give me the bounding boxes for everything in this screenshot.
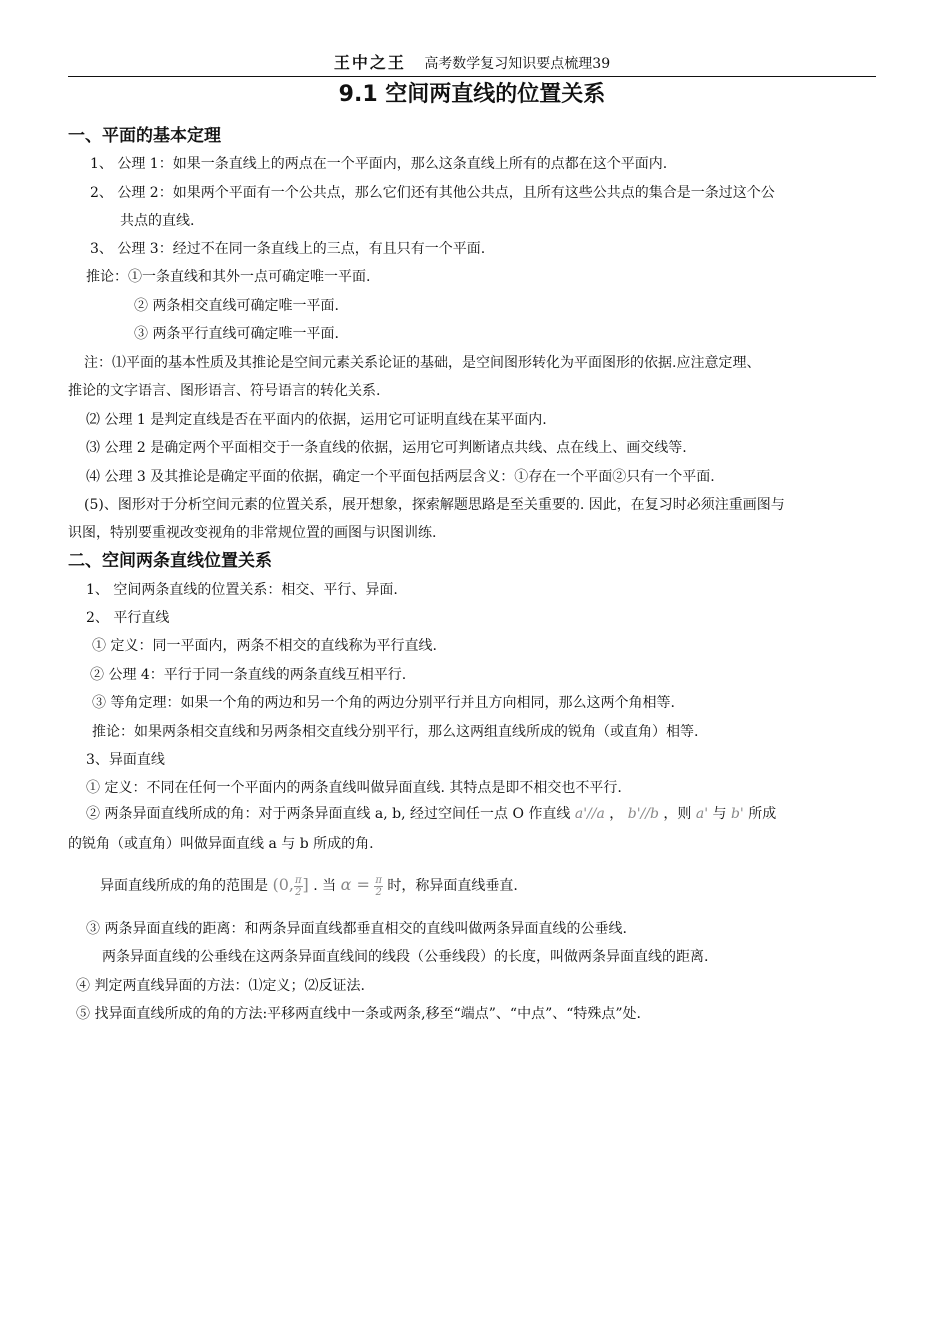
equal-angle-theorem: ③ 等角定理：如果一个角的两边和另一个角的两边分别平行并且方向相同，那么这两个角相等.	[92, 695, 675, 711]
end-text: 所成	[748, 806, 777, 822]
skew-angle-line-2: 的锐角（或直角）叫做异面直线 a 与 b 所成的角.	[68, 836, 374, 852]
header-subtitle: 高考数学复习知识要点梳理39	[424, 56, 611, 72]
and-text: 与	[712, 806, 727, 822]
then-text: ，则	[663, 806, 692, 822]
axiom-1: 1、 公理 1：如果一条直线上的两点在一个平面内，那么这条直线上所有的点都在这个平面内.	[90, 156, 668, 172]
perp-numerator: π	[375, 874, 382, 886]
skew-lines-heading: 3、异面直线	[86, 752, 165, 768]
formula-a-prime-parallel-a: a'//a	[574, 806, 605, 822]
find-angle-method: ⑤ 找异面直线所成的角的方法:平移两直线中一条或两条,移至“端点”、“中点”、“特殊点”处.	[76, 1006, 642, 1022]
note-1-line-2: 推论的文字语言、图形语言、符号语言的转化关系.	[68, 383, 381, 399]
range-open: (0,	[272, 875, 294, 894]
relation-types: 1、 空间两条直线的位置关系：相交、平行、异面.	[86, 582, 398, 598]
skew-definition: ① 定义：不同在任何一个平面内的两条直线叫做异面直线. 其特点是即不相交也不平行.	[86, 780, 622, 796]
parallel-lines-heading: 2、 平行直线	[86, 610, 170, 626]
range-close: ]	[302, 875, 309, 894]
equal-angle-corollary: 推论：如果两条相交直线和另两条相交直线分别平行，那么这两组直线所成的锐角（或直角）相等.	[92, 724, 699, 740]
note-1-line-1: 注：⑴平面的基本性质及其推论是空间元素关系论证的基础，是空间图形转化为平面图形的依据.应注意定理、	[84, 355, 761, 371]
note-5-line-1: (5)、图形对于分析空间元素的位置关系，展开想象，探索解题思路是至关重要的. 因此，在复习时必须注重画图与	[84, 497, 785, 513]
parallel-definition: ① 定义：同一平面内，两条不相交的直线称为平行直线.	[92, 638, 437, 654]
skew-angle-line-1	[86, 803, 776, 825]
axiom-4: ② 公理 4：平行于同一条直线的两条直线互相平行.	[90, 667, 407, 683]
range-text: 异面直线所成的角的范围是	[100, 878, 268, 894]
header-brand: 王中之王	[333, 53, 406, 72]
corollary-1: 推论：①一条直线和其外一点可确定唯一平面.	[86, 269, 371, 285]
axiom-3: 3、 公理 3：经过不在同一条直线上的三点，有且只有一个平面.	[90, 241, 486, 257]
perp-fraction	[374, 875, 383, 898]
note-2: ⑵ 公理 1 是判定直线是否在平面内的依据，运用它可证明直线在某平面内.	[86, 412, 547, 428]
page-title: 9.1 空间两直线的位置关系	[338, 82, 606, 107]
judge-method: ④ 判定两直线异面的方法：⑴定义；⑵反证法.	[76, 978, 365, 994]
note-5-line-2: 识图，特别要重视改变视角的非常规位置的画图与识图训练.	[68, 525, 437, 541]
axiom-2-line-2: 共点的直线.	[120, 213, 195, 229]
skew-angle-text: ② 两条异面直线所成的角：对于两条异面直线 a, b, 经过空间任一点 O 作直线	[86, 806, 571, 822]
note-4: ⑷ 公理 3 及其推论是确定平面的依据，确定一个平面包括两层含义：①存在一个平面②只有一个平面.	[86, 469, 715, 485]
separator: ，	[609, 806, 624, 822]
formula-b-prime-parallel-b: b'//b	[627, 806, 659, 822]
formula-a-prime: a'	[695, 806, 709, 822]
axiom-2-line-1: 2、 公理 2：如果两个平面有一个公共点，那么它们还有其他公共点，且所有这些公共点的集合是一条过这个公	[90, 185, 775, 201]
distance-definition: ③ 两条异面直线的距离：和两条异面直线都垂直相交的直线叫做两条异面直线的公垂线.	[86, 921, 627, 937]
page-header	[68, 52, 876, 76]
range-mid: . 当	[313, 878, 337, 894]
range-fraction	[294, 875, 303, 898]
angle-range-line	[100, 868, 518, 903]
range-denominator: 2	[295, 886, 302, 898]
range-numerator: π	[294, 874, 302, 886]
formula-alpha: α =	[340, 875, 370, 894]
corollary-2: ② 两条相交直线可确定唯一平面.	[134, 298, 339, 314]
formula-b-prime: b'	[730, 806, 744, 822]
section-1-heading: 一、平面的基本定理	[68, 126, 221, 146]
range-post: 时，称异面直线垂直.	[387, 878, 518, 894]
perp-denominator: 2	[375, 886, 382, 898]
header-rule	[68, 76, 876, 77]
distance-definition-2: 两条异面直线的公垂线在这两条异面直线间的线段（公垂线段）的长度，叫做两条异面直线的距离.	[102, 949, 709, 965]
corollary-3: ③ 两条平行直线可确定唯一平面.	[134, 326, 339, 342]
note-3: ⑶ 公理 2 是确定两个平面相交于一条直线的依据，运用它可判断诸点共线、点在线上、画交线等.	[86, 440, 687, 456]
section-2-heading: 二、空间两条直线位置关系	[68, 551, 272, 571]
